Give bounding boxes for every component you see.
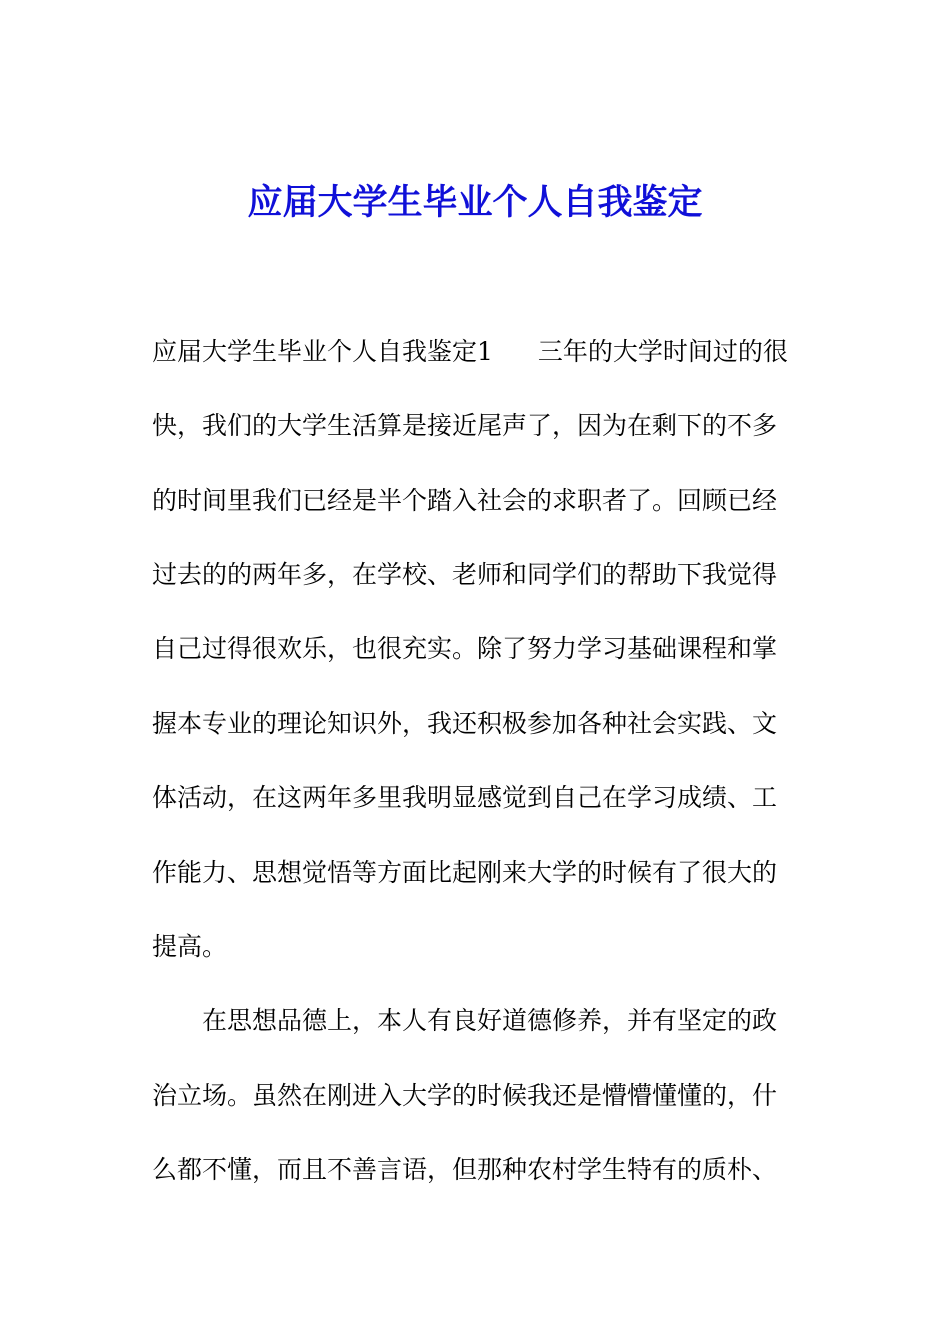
- document-title: 应届大学生毕业个人自我鉴定: [247, 183, 703, 223]
- line-text: 三年的大学时间过的很: [537, 337, 788, 366]
- text-line: 快，我们的大学生活算是接近尾声了，因为在剩下的不多: [152, 411, 778, 440]
- text-line: 体活动，在这两年多里我明显感觉到自己在学习成绩、工: [152, 783, 778, 812]
- section-heading: 应届大学生毕业个人自我鉴定1: [152, 337, 493, 366]
- text-line: 作能力、思想觉悟等方面比起刚来大学的时候有了很大的: [152, 858, 778, 887]
- text-line: 治立场。虽然在刚进入大学的时候我还是懵懵懂懂的，什: [152, 1081, 778, 1110]
- text-line: 么都不懂，而且不善言语，但那种农村学生特有的质朴、: [152, 1155, 778, 1184]
- text-line: [152, 1003, 812, 1039]
- text-line: 提高。: [152, 932, 228, 961]
- text-line: 过去的的两年多，在学校、老师和同学们的帮助下我觉得: [152, 560, 778, 589]
- text-line: [152, 334, 812, 370]
- text-line: 的时间里我们已经是半个踏入社会的求职者了。回顾已经: [152, 486, 778, 515]
- line-text: 在思想品德上，本人有良好道德修养，并有坚定的政: [202, 1006, 778, 1035]
- text-line: 握本专业的理论知识外，我还积极参加各种社会实践、文: [152, 709, 778, 738]
- text-line: 自己过得很欢乐，也很充实。除了努力学习基础课程和掌: [152, 634, 778, 663]
